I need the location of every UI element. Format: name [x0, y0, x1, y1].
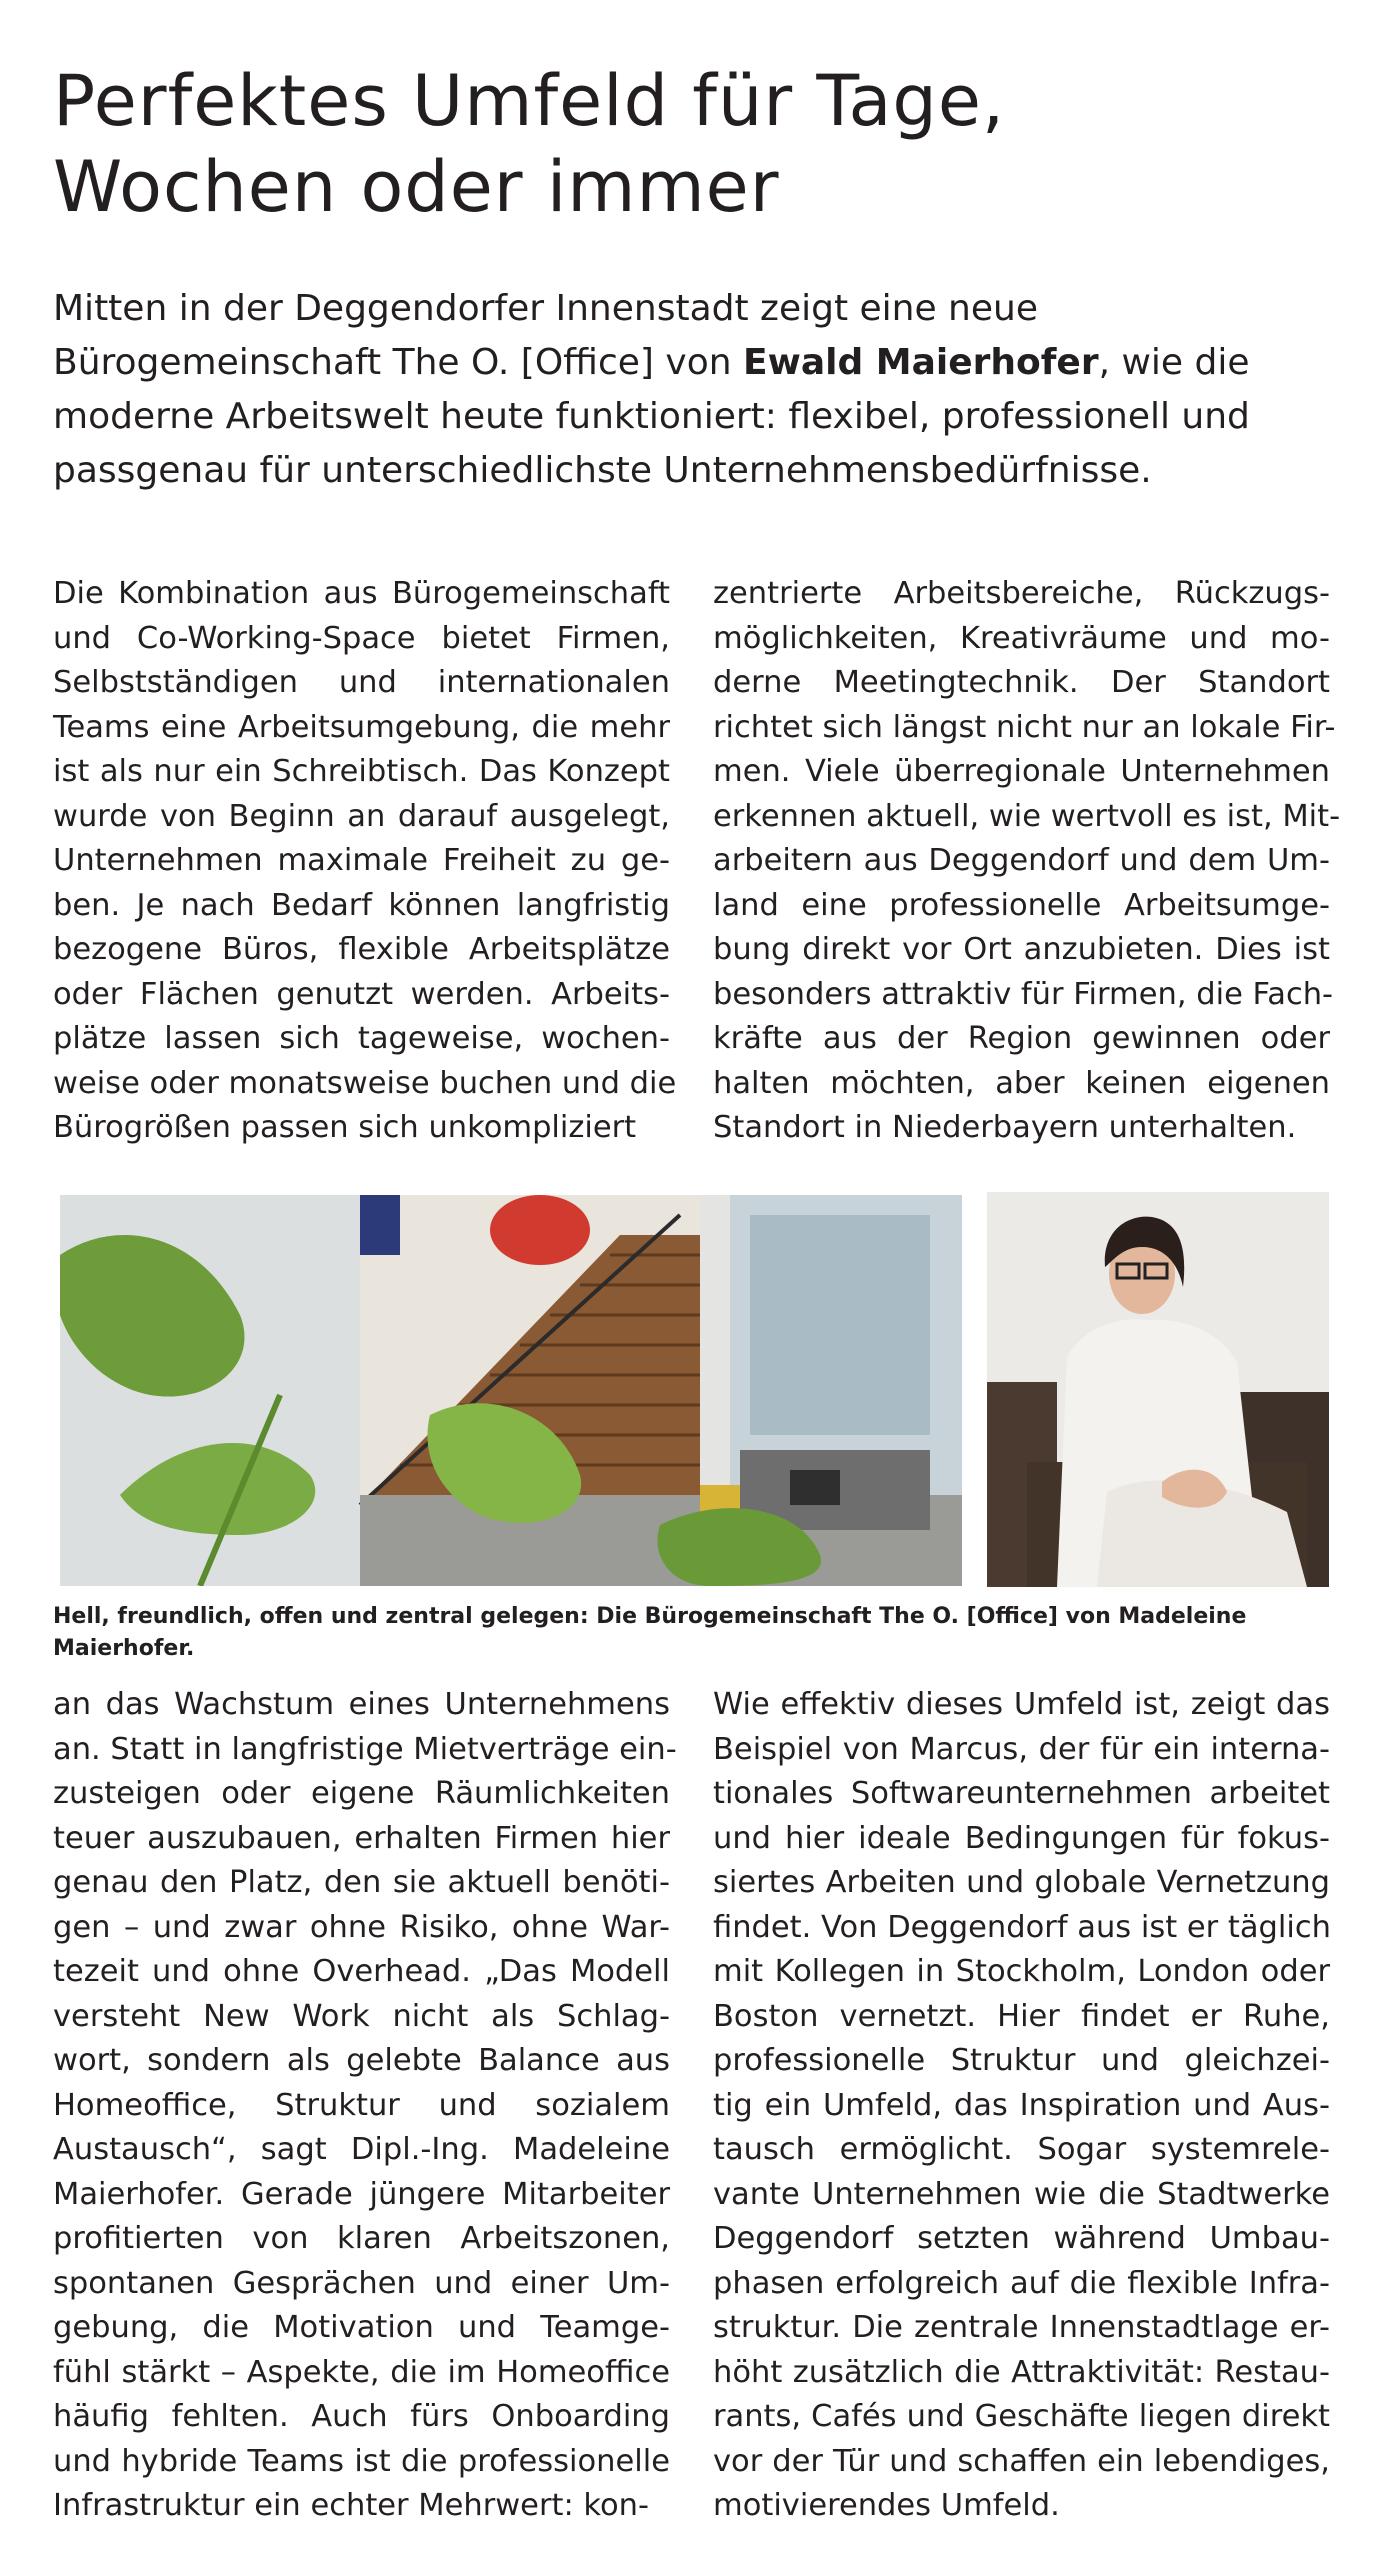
text-line: teuer auszubauen, erhalten Firmen hier: [53, 1820, 670, 1856]
text-line: gen – und zwar ohne Risiko, ohne War-: [53, 1909, 670, 1945]
text-line: an das Wachstum eines Unternehmens: [53, 1687, 670, 1722]
body-column-bottom-right: [713, 1683, 1330, 2529]
text-line: tezeit und ohne Overhead. „Das Modell: [53, 1954, 670, 1989]
text-line: spontanen Gesprächen und einer Um-: [53, 2265, 670, 2301]
headline-line-1: Perfektes Umfeld für Tage,: [53, 60, 1006, 142]
text-line: richtet sich längst nicht nur an lokale Fir-: [713, 709, 1336, 745]
text-line: phasen erfolgreich auf die flexible Infra-: [713, 2265, 1330, 2301]
text-line: Standort in Niederbayern unterhalten.: [713, 1110, 1297, 1145]
text-line: Wie effektiv dieses Umfeld ist, zeigt das: [713, 1687, 1330, 1722]
text-line: genau den Platz, den sie aktuell benöti-: [53, 1865, 670, 1900]
photo-caption: Hell, freundlich, offen und zentral gelegen: Die Bürogemeinschaft The O. [Office] von Madeleine Maierhofer.: [53, 1604, 1247, 1661]
lead-text-end: , wie die moderne Arbeitswelt heute funktioniert: flexibel, professionell und passgenau für unterschiedlichste Unternehmensbedürfnisse.: [53, 342, 1250, 491]
text-line: rants, Cafés und Geschäfte liegen direkt: [713, 2399, 1330, 2434]
text-line: besonders attraktiv für Firmen, die Fach-: [713, 976, 1334, 1012]
text-line: Die Kombination aus Bürogemeinschaft: [53, 576, 670, 611]
text-line: tionales Softwareunternehmen arbeitet: [713, 1776, 1330, 1811]
text-line: men. Viele überregionale Unternehmen: [713, 754, 1330, 789]
article-lead: [53, 282, 1343, 498]
text-line: land eine professionelle Arbeitsumge-: [713, 887, 1330, 923]
text-line: derne Meetingtechnik. Der Standort: [713, 665, 1330, 700]
text-line: bung direkt vor Ort anzubieten. Dies ist: [713, 932, 1330, 967]
text-line: ist als nur ein Schreibtisch. Das Konzept: [53, 754, 670, 789]
text-line: bezogene Büros, flexible Arbeitsplätze: [53, 932, 670, 967]
text-line: mit Kollegen in Stockholm, London oder: [713, 1954, 1330, 1989]
text-line: ben. Je nach Bedarf können langfristig: [53, 887, 670, 923]
text-line: Infrastruktur ein echter Mehrwert: kon-: [53, 2488, 649, 2523]
text-line: und Co-Working-Space bietet Firmen,: [53, 620, 670, 656]
text-line: und hier ideale Bedingungen für fokus-: [713, 1820, 1330, 1856]
text-line: siertes Arbeiten und globale Vernetzung: [713, 1865, 1330, 1900]
body-column-top-right: [713, 572, 1341, 1151]
text-line: Bürogrößen passen sich unkompliziert: [53, 1110, 637, 1145]
text-line: oder Flächen genutzt werden. Arbeits-: [53, 976, 670, 1012]
text-line: Austausch“, sagt Dipl.-Ing. Madeleine: [53, 2132, 670, 2167]
text-line: fühl stärkt – Aspekte, die im Homeoffice: [53, 2354, 670, 2390]
text-line: an. Statt in langfristige Mietverträge ein-: [53, 1731, 677, 1767]
text-line: Teams eine Arbeitsumgebung, die mehr: [53, 709, 670, 745]
text-line: zusteigen oder eigene Räumlichkeiten: [53, 1776, 670, 1811]
text-line: Homeoffice, Struktur und sozialem: [53, 2087, 670, 2123]
article-headline: [53, 58, 1343, 230]
text-line: findet. Von Deggendorf aus ist er täglich: [713, 1909, 1331, 1945]
text-line: Deggendorf setzten während Umbau-: [713, 2221, 1330, 2256]
body-column-bottom-left: [53, 1683, 677, 2529]
text-line: tig ein Umfeld, das Inspiration und Aus-: [713, 2087, 1330, 2123]
text-line: Selbstständigen und internationalen: [53, 665, 670, 700]
text-line: struktur. Die zentrale Innenstadtlage er-: [713, 2310, 1330, 2345]
headline-line-2: Wochen oder immer: [53, 146, 780, 228]
text-line: halten möchten, aber keinen eigenen: [713, 1065, 1330, 1101]
text-line: möglichkeiten, Kreativräume und mo-: [713, 620, 1330, 656]
text-line: plätze lassen sich tageweise, wochen-: [53, 1021, 670, 1056]
text-line: Boston vernetzt. Hier findet er Ruhe,: [713, 1998, 1330, 2034]
text-line: profitierten von klaren Arbeitszonen,: [53, 2221, 670, 2256]
body-column-top-left: [53, 572, 677, 1151]
text-line: wort, sondern als gelebte Balance aus: [53, 2043, 670, 2078]
text-line: und hybride Teams ist die professionelle: [53, 2443, 670, 2479]
text-line: vor der Tür und schaffen ein lebendiges,: [713, 2443, 1330, 2479]
lead-person-name: Ewald Maierhofer: [742, 342, 1099, 383]
text-line: Maierhofer. Gerade jüngere Mitarbeiter: [53, 2176, 670, 2212]
text-line: häufig fehlten. Auch fürs Onboarding: [53, 2399, 670, 2434]
office-photo: [60, 1195, 962, 1586]
text-line: zentrierte Arbeitsbereiche, Rückzugs-: [713, 576, 1330, 611]
office-photo-illustration: [60, 1195, 962, 1586]
portrait-photo: [987, 1192, 1329, 1587]
lead-text-start: Mitten in der Deggendorfer Innenstadt zeigt eine neue Bürogemeinschaft The O. [Office] von: [53, 288, 1038, 383]
text-line: kräfte aus der Region gewinnen oder: [713, 1021, 1330, 1056]
text-line: versteht New Work nicht als Schlag-: [53, 1998, 670, 2034]
text-line: arbeitern aus Deggendorf und dem Um-: [713, 843, 1330, 878]
text-line: Beispiel von Marcus, der für ein interna-: [713, 1731, 1330, 1767]
text-line: motivierendes Umfeld.: [713, 2488, 1060, 2523]
portrait-photo-illustration: [987, 1192, 1329, 1587]
text-line: vante Unternehmen wie die Stadtwerke: [713, 2176, 1330, 2212]
text-line: wurde von Beginn an darauf ausgelegt,: [53, 798, 670, 834]
text-line: Unternehmen maximale Freiheit zu ge-: [53, 843, 670, 878]
text-line: professionelle Struktur und gleichzei-: [713, 2043, 1330, 2078]
text-line: gebung, die Motivation und Teamge-: [53, 2310, 670, 2345]
text-line: erkennen aktuell, wie wertvoll es ist, Mit-: [713, 798, 1341, 834]
text-line: weise oder monatsweise buchen und die: [53, 1065, 677, 1101]
text-line: höht zusätzlich die Attraktivität: Restau-: [713, 2354, 1330, 2390]
text-line: tausch ermöglicht. Sogar systemrele-: [713, 2132, 1330, 2167]
